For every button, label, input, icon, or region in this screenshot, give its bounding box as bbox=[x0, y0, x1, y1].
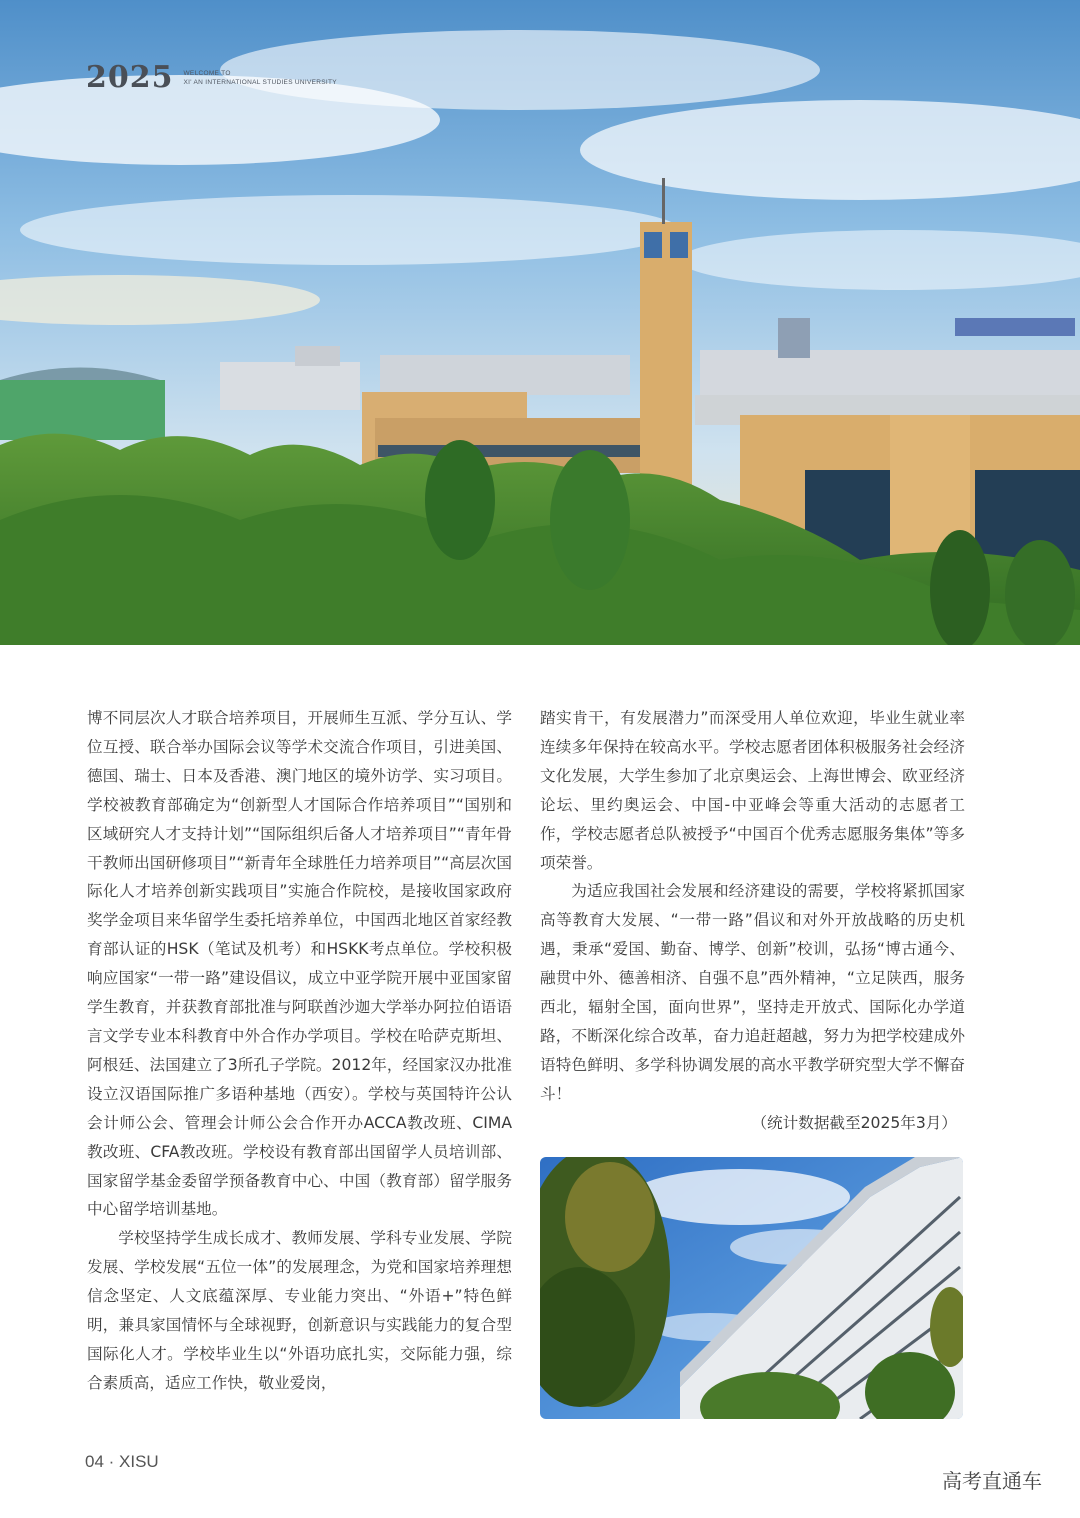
hero-campus-photo bbox=[0, 0, 1080, 645]
paragraph: 踏实肯干，有发展潜力”而深受用人单位欢迎，毕业生就业率连续多年保持在较高水平。学校志愿者团体积极服务社会经济文化发展，大学生参加了北京奥运会、上海世博会、欧亚经济论坛、里约奥运会、中国-中亚峰会等重大活动的志愿者工作，学校志愿者总队被授予“中国百个优秀志愿服务集体”等多项荣誉。 bbox=[540, 709, 965, 872]
paragraph: 博不同层次人才联合培养项目，开展师生互派、学分互认、学位互授、联合举办国际会议等学术交流合作项目，引进美国、德国、瑞士、日本及香港、澳门地区的境外访学、实习项目。学校被教育部确定为“创新型人才国际合作培养项目”“国别和区域研究人才支持计划”“国际组织后备人才培养项目”“青年骨干教师出国研修项目”“新青年全球胜任力培养项目”“高层次国际化人才培养创新实践项目”实施合作院校，是接收国家政府奖学金项目来华留学生委托培养单位，中国西北地区首家经教育部认证的HSK（笔试及机考）和HSKK考点单位。学校积极响应国家“一带一路”建设倡议，成立中亚学院开展中亚国家留学生教育，并获教育部批准与阿联酋沙迦大学举办阿拉伯语语言文学专业本科教育中外合作办学项目。学校在哈萨克斯坦、阿根廷、法国建立了3所孔子学院。2012年，经国家汉办批准设立汉语国际推广多语种基地（西安）。学校与英国特许公认会计师公会、管理会计师公会合作开办ACCA教改班、CIMA教改班、CFA教改班。学校设有教育部出国留学人员培训部、国家留学基金委留学预备教育中心、中国（教育部）留学服务中心留学培训基地。 bbox=[87, 709, 512, 1219]
page-number: 04 · XISU bbox=[85, 1452, 159, 1471]
article-column-right bbox=[540, 704, 965, 1138]
paragraph: 为适应我国社会发展和经济建设的需要，学校将紧抓国家高等教育大发展、“一带一路”倡议和对外开放战略的历史机遇，秉承“爱国、勤奋、博学、创新”校训，弘扬“博古通今、融贯中外、德善相济、自强不息”西外精神，“立足陕西，服务西北，辐射全国，面向世界”，坚持走开放式、国际化办学道路，不断深化综合改革，奋力追赶超越，努力为把学校建成外语特色鲜明、多学科协调发展的高水平教学研究型大学不懈奋斗！ bbox=[540, 882, 965, 1103]
brand-welcome bbox=[184, 69, 337, 87]
paragraph: 学校坚持学生成长成才、教师发展、学科专业发展、学院发展、学校发展“五位一体”的发展理念，为党和国家培养理想信念坚定、人文底蕴深厚、专业能力突出、“外语+”特色鲜明，兼具家国情怀与全球视野，创新意识与实践能力的复合型国际化人才。学校毕业生以“外语功底扎实，交际能力强，综合素质高，适应工作快，敬业爱岗， bbox=[87, 1229, 512, 1392]
brand-header bbox=[86, 60, 337, 95]
brand-year: 2025 bbox=[86, 60, 174, 95]
welcome-line-2: XI' AN INTERNATIONAL STUDIES UNIVERSITY bbox=[183, 78, 337, 86]
data-note: （统计数据截至2025年3月） bbox=[751, 1113, 957, 1132]
watermark-text: 高考直通车 bbox=[942, 1469, 1042, 1493]
article-column-left bbox=[87, 704, 512, 1398]
inset-building-photo bbox=[540, 1157, 963, 1419]
welcome-line-1: WELCOME TO bbox=[183, 69, 231, 77]
